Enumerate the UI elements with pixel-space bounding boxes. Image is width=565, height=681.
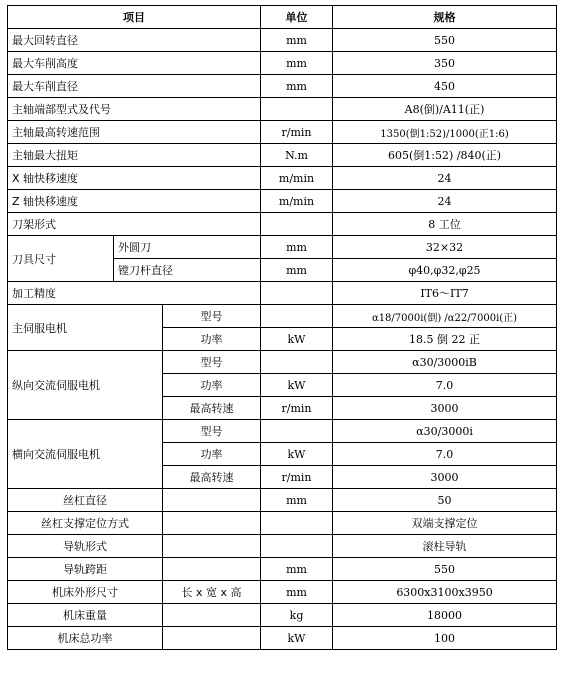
row-name: 最大回转直径 <box>8 29 261 52</box>
row-value: 18000 <box>333 604 557 627</box>
row-unit <box>261 512 333 535</box>
row-value: 3000 <box>333 397 557 420</box>
row-value: A8(倒)/A11(正) <box>333 98 557 121</box>
row-value: 7.0 <box>333 374 557 397</box>
row-unit <box>261 351 333 374</box>
table-row <box>8 420 557 443</box>
row-value: 1350(倒1:52)/1000(正1:6) <box>333 121 557 144</box>
row-name: 刀架形式 <box>8 213 261 236</box>
row-subname: 型号 <box>163 420 261 443</box>
row-name: 丝杠支撑定位方式 <box>8 512 163 535</box>
row-unit: mm <box>261 558 333 581</box>
table-row <box>8 305 557 328</box>
row-subname: 镗刀杆直径 <box>114 259 261 282</box>
table-row <box>8 489 557 512</box>
row-value: 7.0 <box>333 443 557 466</box>
row-value: IT6～IT7 <box>333 282 557 305</box>
row-name: 导轨形式 <box>8 535 163 558</box>
table-row <box>8 121 557 144</box>
row-unit <box>261 305 333 328</box>
row-name: 主轴端部型式及代号 <box>8 98 261 121</box>
row-unit: kW <box>261 627 333 650</box>
header-unit: 单位 <box>261 6 333 29</box>
row-unit: kW <box>261 443 333 466</box>
table-row <box>8 558 557 581</box>
table-row <box>8 52 557 75</box>
row-value: 8 工位 <box>333 213 557 236</box>
row-unit: N.m <box>261 144 333 167</box>
row-subname <box>163 512 261 535</box>
group-name-z-motor: 纵向交流伺服电机 <box>8 351 163 420</box>
header-item: 项目 <box>8 6 261 29</box>
row-unit: m/min <box>261 190 333 213</box>
row-value: 550 <box>333 29 557 52</box>
table-row <box>8 535 557 558</box>
group-name-x-motor: 横向交流伺服电机 <box>8 420 163 489</box>
row-subname: 功率 <box>163 328 261 351</box>
row-unit: r/min <box>261 121 333 144</box>
row-value: 双端支撑定位 <box>333 512 557 535</box>
group-name-spindle-motor: 主伺服电机 <box>8 305 163 351</box>
table-row <box>8 627 557 650</box>
row-value: 32×32 <box>333 236 557 259</box>
row-subname <box>163 535 261 558</box>
row-name: 加工精度 <box>8 282 261 305</box>
row-subname: 最高转速 <box>163 466 261 489</box>
table-row <box>8 75 557 98</box>
row-value: α30/3000i <box>333 420 557 443</box>
table-row <box>8 581 557 604</box>
row-name: 丝杠直径 <box>8 489 163 512</box>
row-value: α18/7000i(倒) /α22/7000i(正) <box>333 305 557 328</box>
table-row <box>8 213 557 236</box>
row-subname: 最高转速 <box>163 397 261 420</box>
row-value: 550 <box>333 558 557 581</box>
row-unit <box>261 420 333 443</box>
row-subname: 功率 <box>163 443 261 466</box>
row-unit: r/min <box>261 466 333 489</box>
row-value: 350 <box>333 52 557 75</box>
row-unit: mm <box>261 236 333 259</box>
row-subname: 功率 <box>163 374 261 397</box>
row-name: 最大车削直径 <box>8 75 261 98</box>
row-value: 605(倒1:52) /840(正) <box>333 144 557 167</box>
row-name: 机床重量 <box>8 604 163 627</box>
header-spec: 规格 <box>333 6 557 29</box>
row-name: X 轴快移速度 <box>8 167 261 190</box>
group-name-tool-size: 刀具尺寸 <box>8 236 114 282</box>
table-row <box>8 236 557 259</box>
row-value: φ40,φ32,φ25 <box>333 259 557 282</box>
row-unit <box>261 282 333 305</box>
row-unit: mm <box>261 52 333 75</box>
row-value: 3000 <box>333 466 557 489</box>
row-unit: kW <box>261 374 333 397</box>
row-value: 24 <box>333 190 557 213</box>
row-subname <box>163 558 261 581</box>
table-row <box>8 29 557 52</box>
row-name: Z 轴快移速度 <box>8 190 261 213</box>
row-subname: 型号 <box>163 351 261 374</box>
row-value: α30/3000iB <box>333 351 557 374</box>
row-unit: mm <box>261 259 333 282</box>
row-name: 机床总功率 <box>8 627 163 650</box>
row-unit: mm <box>261 581 333 604</box>
row-subname <box>163 627 261 650</box>
table-row <box>8 144 557 167</box>
row-subname <box>163 489 261 512</box>
row-value: 18.5 倒 22 正 <box>333 328 557 351</box>
row-unit <box>261 213 333 236</box>
row-name: 最大车削高度 <box>8 52 261 75</box>
row-subname: 长 x 宽 x 高 <box>163 581 261 604</box>
row-unit: m/min <box>261 167 333 190</box>
row-unit: mm <box>261 75 333 98</box>
row-unit: kW <box>261 328 333 351</box>
row-value: 100 <box>333 627 557 650</box>
row-subname: 型号 <box>163 305 261 328</box>
table-row <box>8 604 557 627</box>
spec-table <box>7 5 557 650</box>
row-value: 450 <box>333 75 557 98</box>
row-value: 6300x3100x3950 <box>333 581 557 604</box>
table-row <box>8 98 557 121</box>
table-row <box>8 351 557 374</box>
row-subname: 外圆刀 <box>114 236 261 259</box>
row-unit <box>261 535 333 558</box>
table-row <box>8 282 557 305</box>
row-unit: kg <box>261 604 333 627</box>
row-value: 滚柱导轨 <box>333 535 557 558</box>
row-unit <box>261 98 333 121</box>
table-row <box>8 190 557 213</box>
table-row <box>8 512 557 535</box>
row-name: 主轴最大扭矩 <box>8 144 261 167</box>
table-header-row <box>8 6 557 29</box>
row-value: 24 <box>333 167 557 190</box>
row-value: 50 <box>333 489 557 512</box>
row-subname <box>163 604 261 627</box>
table-row <box>8 167 557 190</box>
row-name: 机床外形尺寸 <box>8 581 163 604</box>
row-unit: mm <box>261 489 333 512</box>
row-name: 导轨跨距 <box>8 558 163 581</box>
row-name: 主轴最高转速范围 <box>8 121 261 144</box>
row-unit: r/min <box>261 397 333 420</box>
row-unit: mm <box>261 29 333 52</box>
